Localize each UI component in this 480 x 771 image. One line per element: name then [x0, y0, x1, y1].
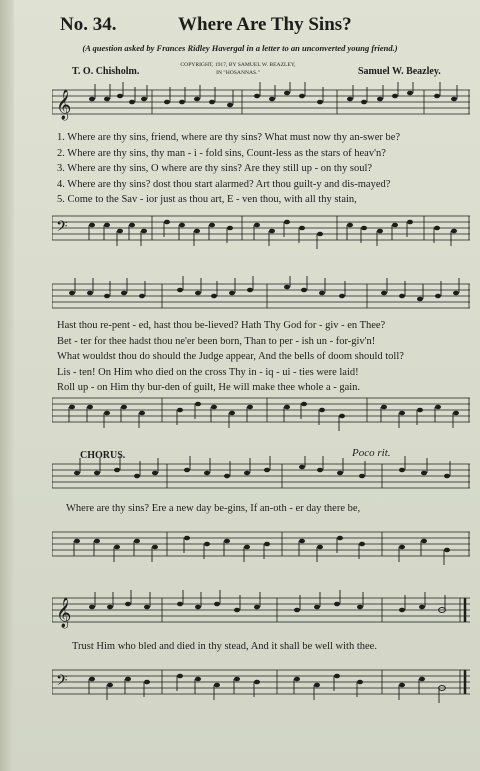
- treble-staff-system-2: [52, 276, 470, 320]
- verse-lyrics-part-1: [57, 130, 400, 208]
- copyright-line: COPYRIGHT, 1917, BY SAMUEL W. BEAZLEY,: [180, 62, 296, 68]
- page-binding-shadow: [0, 0, 14, 771]
- treble-staff-chorus-2: [52, 590, 470, 634]
- treble-staff-system-1: [52, 82, 470, 126]
- copyright-line: IN "HOSANNAS.": [216, 70, 260, 76]
- svg-text:𝄞: 𝄞: [56, 598, 72, 628]
- svg-text:𝄞: 𝄞: [56, 90, 72, 120]
- copyright-notice: [178, 61, 298, 77]
- hymn-title: Where Are Thy Sins?: [178, 14, 352, 35]
- verse-2-line: 2. Where are thy sins, thy man - i - fold sins, Count-less as the stars of heav'n?: [57, 147, 386, 159]
- bass-staff-chorus-2: [52, 664, 470, 708]
- hymn-number: No. 34.: [60, 14, 117, 35]
- verse-1-line: Hast thou re-pent - ed, hast thou be-lieved? Hath Thy God for - giv - en Thee?: [57, 320, 386, 331]
- svg-text:𝄢: 𝄢: [56, 672, 68, 693]
- author-credit: Samuel W. Beazley.: [358, 66, 441, 77]
- hymn-subtitle: (A question asked by Frances Ridley Havergal in a letter to an unconverted young friend.): [82, 43, 398, 53]
- chorus-label: CHORUS.: [80, 450, 126, 461]
- tempo-marking: Poco rit.: [352, 447, 391, 459]
- chorus-lyric-line-2: Trust Him who bled and died in thy stead, And it shall be well with thee.: [72, 641, 377, 652]
- svg-text:𝄢: 𝄢: [56, 218, 68, 239]
- verse-1-line: 1. Where are thy sins, friend, where are thy sins? What must now thy an-swer be?: [57, 132, 401, 143]
- chorus-lyric-line-1: Where are thy sins? Ere a new day be-gins, If an-oth - er day there be,: [66, 503, 361, 514]
- verse-3-line: 3. Where are thy sins, O where are thy sins? Are they still up - on thy soul?: [57, 163, 373, 174]
- bass-staff-system-2: [52, 392, 470, 436]
- composer-credit: T. O. Chisholm.: [72, 66, 140, 77]
- verse-5-line: Roll up - on Him thy bur-den of guilt, He will make thee whole a - gain.: [57, 382, 361, 393]
- bass-staff-system-1: [52, 210, 470, 254]
- verse-4-line: 4. Where are thy sins? dost thou start alarmed? Art thou guilt-y and dis-mayed?: [57, 178, 391, 190]
- bass-staff-chorus-1: [52, 526, 470, 570]
- verse-2-line: Bet - ter for thee hadst thou ne'er been born, Than to per - ish un - for-giv'n!: [57, 335, 376, 347]
- treble-staff-chorus-1: [52, 456, 470, 500]
- verse-5-line: 5. Come to the Sav - ior just as thou art, E - ven thou, with all thy stain,: [57, 194, 357, 205]
- verse-3-line: What wouldst thou do should the Judge appear, And the bells of doom should toll?: [57, 351, 404, 362]
- verse-lyrics-part-2: [57, 318, 404, 396]
- verse-4-line: Lis - ten! On Him who died on the cross Thy in - iq - ui - ties were laid!: [57, 366, 359, 378]
